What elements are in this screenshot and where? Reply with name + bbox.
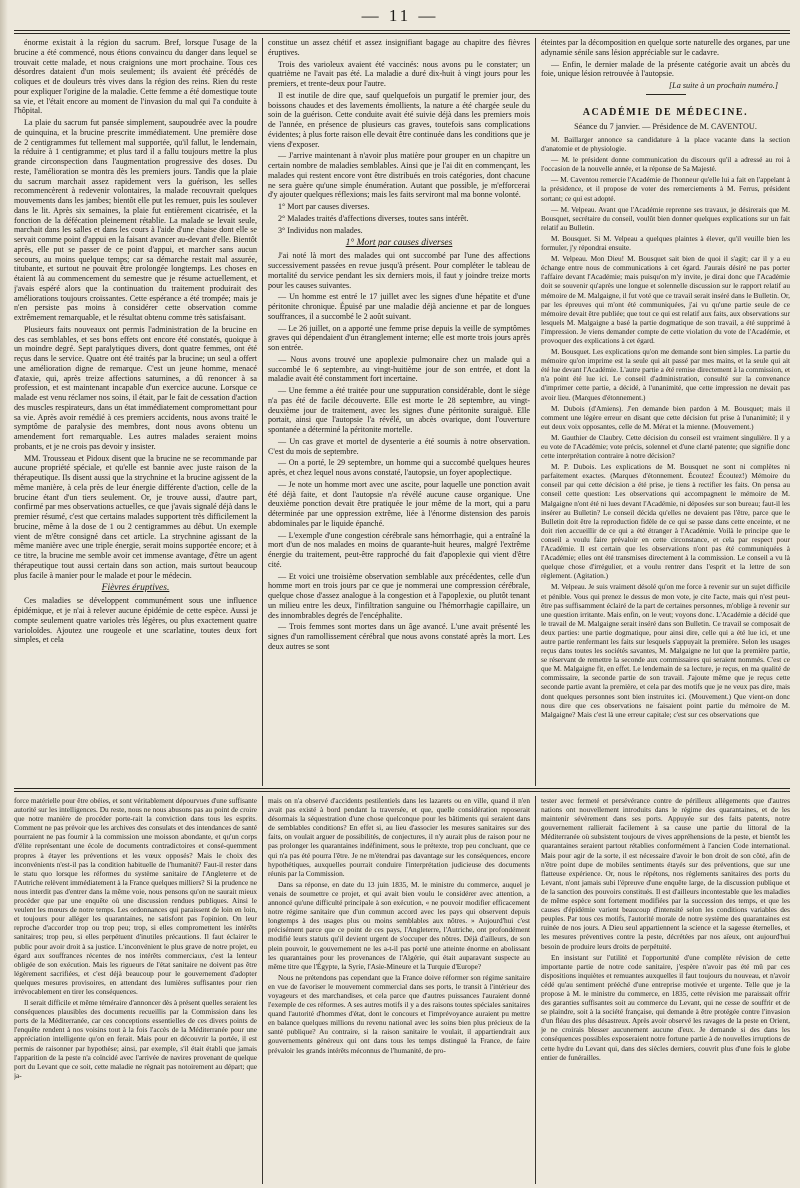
minutes-paragraph: M. Baillarger annonce sa candidature à la place vacante dans la section d'anatomie et de physiologie. xyxy=(541,135,790,154)
column-divider xyxy=(262,796,263,1184)
minutes-paragraph: — M. Caventou remercie l'Académie de l'honneur qu'elle lui a fait en l'appelant à la présidence, et il propose de voter des remerciements à M. Ferrus, président sortant; ce qui est adopté. xyxy=(541,175,790,203)
article-column-2 xyxy=(268,38,530,786)
minutes-paragraph: M. Velpeau. Mon Dieu! M. Bousquet sait bien de quoi il s'agit; car il y a eu échange entre nous de communications à cet égard. J'aurais désiré ne pas porter l'affaire devant l'Académie; mais puisqu'on m'y invite, je dirai donc que l'Académie doit se souvenir qu'après une longue et solennelle discussion sur le rapport relatif au mémoire de M. Malgaigne, il fut voté que ce travail serait inséré dans le Bulletin. Or, par les épreuves qui m'ont été communiquées, j'ai vu qu'une partie seule de ce mémoire devait être publiée; que tout ce qui est relatif aux faits, aux observations sur lesquels M. Malgaigne a basé la partie dogmatique de son travail, a été supprimé à l'impression. Je viens demander compte de cette violation du vote de l'Académie, et provoquer des explications à cet égard. xyxy=(541,254,790,345)
paragraph: — Un homme est entré le 17 juillet avec les signes d'une hépatite et d'une péritonite chronique. Épuisé par une maladie déjà ancienne et par de longues souffrances, il a succombé le 2 août suivant. xyxy=(268,292,530,321)
paragraph: — Et voici une troisième observation semblable aux précédentes, celle d'un homme mort en trois jours par ce que je nommerai une compression cérébrale, quelque chose d'assez analogue à la congestion et à l'apoplexie, ou plutôt tenant un milieu entre les deux, l'infiltration sanguine ou l'hémorrhagie capillaire, un des innombrables degrés de l'encéphalite. xyxy=(268,571,530,620)
paragraph: En insistant sur l'utilité et l'opportunité d'une complète révision de cette importante partie de notre code sanitaire, j'espère n'avoir pas été mû par ces dispositions inquiètes et remuantes auxquelles il faut toujours du nouveau, et n'avoir cédé qu'au sentiment prééché d'une entreprise motivée et urgente. Telle que je la propose à M. le ministre du commerce, en 1835, cette révision me paraissait offrir des garanties suffisantes soit au commerce du Levant, qui ne cesse de souffrir et de se plaindre, soit à la société française, qui demande à être protégée contre l'invasion d'un fléau des plus désastreux. Après avoir observé les ravages de la peste en Orient, je ne croirais blesser aucunement aucune d'eux. Je demande si des dans les conséquences possibles exposeraient notre fortune partie à de nouvelles irruptions de cette hydre du Levant qui, dans des siècles derniers, couvrit plus d'une fois le globe entier de funérailles. xyxy=(541,952,790,1062)
minutes-paragraph: M. P. Dubois. Les explications de M. Bousquet ne sont ni complètes ni parfaitement exactes. (Marques d'étonnement. Écoutez! Écoutez!) Mémoire du conseil par qui cette décision a été prise, je tiens à rectifier les faits. On pensa au conseil cette question: Les observations qui accompagnent le mémoire de M. Malgaigne n'ont été ni lues devant l'Académie, ni déposées sur son bureau; faut-il les insérer au Bulletin? Le conseil décida qu'elles ne devaient pas l'être, parce que le Bulletin doit être la reproduction fidèle de ce qui se passe dans cette enceinte, et ne doit rien accueillir de ce qui a été étranger à l'Académie. Voilà le principe que le conseil a voulu faire prévaloir en cette circonstance, et cela par respect pour l'Académie. Il est certain que les observations n'ont pas été communiquées à l'Académie; elles ont été transmises directement à la commission. Le conseil a vu là quelque chose d'irrégulier, et a voulu rentrer dans l'esprit et la lettre de son règlement. (Agitation.) xyxy=(541,462,790,581)
minutes-paragraph: M. Gauthier de Claubry. Cette décision du conseil est vraiment singulière. Il y a eu vote de l'Académie; vote précis, solennel et d'une clarté patente; que signifie donc cette interprétation contraire à notre décision? xyxy=(541,432,790,461)
list-item: 1° Mort par causes diverses. xyxy=(278,202,370,211)
article-column-3 xyxy=(541,38,790,786)
section-title: ACADÉMIE DE MÉDECINE. xyxy=(582,107,749,118)
paragraph: Il est inutile de dire que, sauf quelquefois un purgatif le premier jour, des boissons chaudes et des lavements émollients, la nature a été chargée seule du soin de la guérison. Cette conduite avait été suivie déjà dans les premiers mois de l'année, en présence de plusieurs cas graves, toutefois sans complications évidentes; à plus forte raison elle devait être continuée dans les conditions que je viens d'exposer. xyxy=(268,90,530,149)
paragraph: — Enfin, le dernier malade de la présente catégorie avait un abcès du foie, unique lésion retrouvée à l'autopsie. xyxy=(541,59,790,79)
paragraph: J'ai noté là mort des malades qui ont succombé par l'une des affections successivement passées en revue jusqu'à présent. Pour compléter le tableau de mortalité du service pendant les six derniers mois, il faut y joindre treize morts pour les causes suivantes. xyxy=(268,251,530,290)
paragraph: éteintes par la décomposition en quelque sorte naturelle des organes, par une adynamie sénile sans lésion appréciable sur le cadavre. xyxy=(541,38,790,57)
column-divider xyxy=(535,38,536,786)
section-divider-2 xyxy=(14,791,790,792)
paragraph: — Trois femmes sont mortes dans un âge avancé. L'une avait présenté les signes d'un ramollissement cérébral que nous avons constaté après la mort. Les deux autres se sont xyxy=(268,622,530,651)
column-divider xyxy=(262,38,263,786)
session-line: Séance du 7 janvier. — Présidence de M. CAVENTOU. xyxy=(574,122,757,131)
header-rule-2 xyxy=(14,33,790,34)
paragraph: Plusieurs faits nouveaux ont permis l'administration de la brucine en des cas semblables, et ses bons effets ont encore été constatés, quoique à un moindre degré. Sept paralytiques divers, dont quatre femmes, ont été reçus dans le service. Quatre ont été traités par la brucine; un seul a offert une amélioration digne de remarque. C'est un jeune homme, menacé d'ataxie, qui, après treize affections saturnines, a dû renoncer à sa profession, et est maintenant incapable d'un exercice aucune. Lorsque ce malade est venu réclamer nos soins, il était, par le fait de cessation d'action des muscles respirateurs, dans un état immédiatement compromettant pour sa vie. Après avoir remédié à ces premiers accidents, nous avons traité le symptôme de paralysie des membres, dont nous avons obtenu un amendement fort remarquable. Les autres malades seraient moins probants, et je ne crois pas devoir y insister. xyxy=(14,324,257,451)
paragraph: mais on n'a observé d'accidents pestilentiels dans les lazarets ou en ville, quand il n'en avait pas existé à bord pendant la traversée, et que, quelle considération reposerait désormais la séquestration d'une chose quelconque pour les bâtiments qui seraient dans de semblables conditions? En effet si, au lieu d'associer les mesures sanitaires sur des faits, on voulait arguer de possibilités, de conjectures, il n'y aurait plus de raison pour ne pas prolonger les quarantaines indéfiniment, sous le prétexte, trop peu concluant, que ce qui n'a pas été pourra l'être. Je ne m'étendrai pas davantage sur les conséquences, encore hypothétiques, auxquelles pourrait conduire l'interprétation judicieuse des documents réunis par la Commission. xyxy=(268,796,530,878)
paragraph: — Je note un homme mort avec une ascite, pour laquelle une ponction avait été déjà faite, et dont l'autopsie n'a révélé aucune cause organique. Une deuxième ponction devait être pratiquée le jour même de la mort, qui a paru déterminée par une oppression extrême, liée à l'énorme distension des parois abdominales par le liquide épanché. xyxy=(268,479,530,528)
paragraph: — Une femme a été traitée pour une suppuration considérable, dont le siège n'a pas été de facile découverte. Elle est morte le 28 septembre, au vingt-deuxième jour de traitement, avec les signes d'une péritonite suraiguë. Elle portait, ainsi que l'autopsie l'a révélé, un abcès ovarique, dont l'ouverture spontanée a déterminé la péritonite mortelle. xyxy=(268,386,530,434)
minutes-paragraph: M. Bousquet. Les explications qu'on me demande sont bien simples. La partie du mémoire qu'on imprime est la seule qui ait passé par mes mains, et la seule qui ait été lue devant l'Académie. L'autre partie a été remise directement à la commission, et n'a point été lue ici. Le conseil d'administration, consulté sur la convenance d'imprimer cette partie, a décidé, à l'unanimité, que cette impression ne devait pas avoir lieu. (Marques d'étonnement.) xyxy=(541,347,790,402)
page-binding-shadow xyxy=(0,0,8,1188)
continuation-note: [La suite à un prochain numéro.] xyxy=(668,81,778,90)
paragraph: — J'arrive maintenant à n'avoir plus matière pour grouper en un chapitre un certain nombre de maladies semblables. Ainsi que je l'ai dit en commençant, les malades qui restent encore vont être distribués en trois catégories, dont chacune ne sera guère qu'une simple énumération. Autant que possible, je m'efforcerai d'y ajouter quelques réflexions; mais les faits serviront mal ma bonne volonté. xyxy=(268,151,530,200)
bottom-column-1 xyxy=(14,796,257,1184)
section-heading: 1° Mort par causes diverses xyxy=(345,238,453,249)
article-column-1 xyxy=(14,38,257,786)
minutes-paragraph: — M. le président donne communication du discours qu'il a adressé au roi à l'occasion de la nouvelle année, et la réponse de Sa Majesté. xyxy=(541,155,790,174)
minutes-paragraph: M. Velpeau. Je suis vraiment désolé qu'on me force à revenir sur un sujet difficile et pénible. Vous qui prenez le dessus de mon vote, je cite l'acte, mais qui n'est peut-être pas suffisamment éclairé de la part de certaines personnes, m'oblige à revenir sur une question irritante. Mais enfin, on le veut; voyons donc. L'Académie a décidé que le travail de M. Malgaigne serait inséré dans son Bulletin. Ce travail se composait de deux parties: une partie dogmatique, pour ainsi dire, celle qui a été lue ici, et une autre partie renfermant les faits sur lesquels s'appuyait la première. Selon les usages reçus dans toutes les sociétés savantes, M. Malgaigne ne lut que la première partie, se réservant de remettre la seconde aux commissaires qui seraient nommés. C'est ce que M. Malgaigne fit, en effet. Le lendemain de sa lecture, je reçus, en ma qualité de commissaire, la seconde partie de son travail. J'ajoute même que je reçus cette seconde partie avant la première, et cela par des motifs que je ne veux pas dire, mais dont quelques personnes sont bien instruites ici. (Mouvement.) Que vient-on donc nous dire que ces observations ne faisaient point partie du mémoire de M. Malgaigne? Mais c'est là une erreur capitale; c'est sur ces observations que xyxy=(541,582,790,719)
paragraph: — Un cas grave et mortel de dysenterie a été soumis à notre observation. C'est du mois de septembre. xyxy=(268,436,530,456)
paragraph: énorme existait à la région du sacrum. Bref, lorsque l'usage de la brucine a été commencé, nous étions convaincu du danger dans lequel se trouvait cette malade, et nous craignions une mort prochaine. Tous ces désordres dataient d'un mois seulement; ils avaient été précédés de coliques et de douleurs très vives dans la région des reins. Rien du reste pour expliquer l'origine de la maladie. Cette femme a été domestique toute sa vie, et l'était encore au moment de l'invasion du mal qui l'a conduite à l'hôpital. xyxy=(14,38,257,116)
minutes-paragraph: M. Dubois (d'Amiens). J'en demande bien pardon à M. Bousquet; mais il comment une légère erreur en disant que cette décision fut prise à l'unanimité; il y eut deux voix opposantes, celle de M. Mérat et la mienne. (Mouvement.) xyxy=(541,403,790,431)
paragraph: MM. Trousseau et Pidoux disent que la brucine ne se recommande par aucune propriété spéciale, et qu'elle est bannie avec juste raison de la thérapeutique. Ils disent aussi que la strychnine et la brucine agissent de la même manière, à cela près de leur énergie différente d'action, celle de la brucine étant d'un tiers seulement. Or, je trouve aussi, d'autre part, confirmé par mes observations actuelles, ce que j'avais signalé déjà dans le premier résumé, c'est que certains malades supportent très difficilement la brucine, même à la dose de 1 ou 2 centigrammes au début. Un exemple vient de m'être consigné dans cet article. La strychnine agissant de la même manière avec une triple énergie, serait moins supportée encore; et à ce titre, la brucine me semble avoir cet immense avantage, d'être un agent thérapeutique tout aussi certain dans son action, mais surtout beaucoup plus facile à manier pour le malade et pour le médecin. xyxy=(14,453,257,580)
paragraph: — L'exemple d'une congestion cérébrale sans hémorrhagie, qui a entraîné la mort d'un de nos malades en moins de quarante-huit heures, malgré l'extrême énergie du traitement, peut-être rapproché du fait d'apoplexie qui vient d'être cité. xyxy=(268,530,530,569)
paragraph: Il serait difficile et même téméraire d'annoncer dès à présent quelles seraient les conséquences plausibles des documents recueillis par la Commission dans les ports de la Méditerranée, car ces conceptions essentielles de ces divers points de l'enquête rendent à nos voisins tout à la fois l'accès de la Méditerranée pour une appréciation intelligente qu'on en ferait. Mais pour en découvrir la portée, il est permis de raisonner par hypothèse; ainsi, par exemple, s'il était établi que jamais l'apparition de la peste n'a coïncidé avec l'arrivée de navires provenant de quelque port du Levant que ce soit, cette maladie ne règnait pas notoirement au départ; que ja- xyxy=(14,998,257,1080)
page-number: — 11 — xyxy=(361,6,439,25)
header-rule xyxy=(14,30,790,31)
paragraph: tester avec fermeté et persévérance contre de périlleux allègements que d'autres nations ont nouvellement introduits dans le régime des quarantaines, et de les maintenir sévèrement dans ses ports. Appuyée sur des faits patents, notre gouvernement rallierait facilement à sa cause une partie du littoral de la Méditerranée où subsistent toujours de vives appréhensions de la peste, et bientôt les quarantaines seraient partout rétablies conformément à l'ancien Code international. Mais pour agir de la sorte, il est nécessaire d'avoir le bon droit de son côté, afin de n'être point dupe de mobiles sentiments étayés sur des préventions, que sur une flatteuse expérience. Or, nous le répétons, nos règlements sanitaires des ports du Levant, n'ont jamais subi l'épreuve d'une enquête large, de la discussion publique et de la sanction des pouvoirs constitués. Il est d'ailleurs incontestable que les maladies de même espèce sont fortement modifiées par la succession des temps, et que les causes d'épidémie varient beaucoup d'intensité selon les conditions variables des peuples. Par tous ces motifs, l'autorité morale de notre système des quarantaines est ruinée de nos jours. A Dieu seul appartiennent la science et la sagesse éternelles, et les mesures préventives contre la peste, décrétées par nos aïeux, ont aujourd'hui besoin de produire leurs droits de perpétuité. xyxy=(541,796,790,951)
minutes-paragraph: — M. Velpeau. Avant que l'Académie reprenne ses travaux, je désirerais que M. Bousquet, secrétaire du conseil, voulût bien donner quelques explications sur un fait relatif au Bulletin. xyxy=(541,204,790,232)
column-divider xyxy=(535,796,536,1184)
bottom-column-3 xyxy=(541,796,790,1184)
paragraph: — Le 26 juillet, on a apporté une femme prise depuis la veille de symptômes graves qui dépendaient d'un étranglement interne; elle est morte trois jours après son entrée. xyxy=(268,323,530,352)
paragraph: Trois des varioleux avaient été vaccinés: nous avons pu le constater; un quatrième ne l'avait pas été. La maladie a duré dix-huit à vingt jours pour les premiers, et trente-deux pour l'autre. xyxy=(268,59,530,88)
paragraph: Nous ne prétendons pas cependant que la France doive réformer son régime sanitaire en vue de favoriser le mouvement commercial dans ses ports, le transit à l'intérieur des voyageurs et des marchandises, et cela parce que d'autres puissances l'auraient donné l'exemple de ces réformes. A ses autres motifs il y a des raisons toutes spéciales sanitaires quand l'autorité d'hommes d'état, dont le concours et l'imprévoyance auraient pu mettre en balance quelques millions du revenu national avec les soins bien plus précieux de la santé publique? Au contraire, si la raison sanitaire le voulait, il appartiendrait aux gouvernements généreux qui ont dans tous les temps distingué la France, de faire prévaloir les grands intérêts méconnus de l'humanité, de pro- xyxy=(268,972,530,1055)
paragraph: La plaie du sacrum fut pansée simplement, saupoudrée avec la poudre de quinquina, et la brucine prescrite immédiatement. Une première dose de 2 centigrammes fut tellement mal supportée, qu'il fallut, le lendemain, la réduire à 1 centigramme; et plus tard il a fallu toujours mettre la plus grande circonspection dans l'augmentation progressive des doses. Du reste, l'amélioration se montra dès les premiers jours. Tandis que la plaie du sacrum marchait assez rapidement vers la guérison, les selles recommencèrent à redevenir volontaires, la malade recouvrait quelques mouvements dans les jambes; bientôt elle put les remuer, puis les soulever dans le lit. Après six semaines, la plaie fut entièrement cicatrisée, et la fonction de la défécation pleinement rétablie. La malade se levait seule, marchait dans les salles et dans les cours à l'aide d'une chaise dont elle se servait comme point d'appui en la faisant avancer au-devant d'elle. Bientôt après, elle put se passer de ce point d'appui, et marcher sans aucun secours, au moins quelque temps; car sa démarche restait mal assurée, titubante, et surtout ne pouvait être prolongée longtemps. Les choses en étaient là au commencement du semestre que je résume actuellement, et j'avais espéré alors que la continuation du traitement produirait des améliorations toujours croissantes. Cette espérance a été trompée; mais je n'en persiste pas moins à considérer cette observation comme extrêmement remarquable, et le résultat obtenu comme très satisfaisant. xyxy=(14,118,257,322)
section-divider xyxy=(14,788,790,789)
list-item: 2° Malades traités d'affections diverses, toutes sans intérêt. xyxy=(278,213,469,223)
paragraph: Dans sa réponse, en date du 13 juin 1835, M. le ministre du commerce, auquel je venais de soumettre ce projet, et qui avait bien voulu le considérer avec attention, a annoncé qu'une difficulté principale à son exécution, « ne pouvoir modifier efficacement notre régime sanitaire que d'un commun accord avec les pays qui observent depuis longtemps à des usages plus ou moins semblables aux nôtres. » Aujourd'hui c'est précisément parce que ce point de ces pays, l'Angleterre, l'Autriche, ont profondément modifié leurs statuts qu'il devient urgent de s'occuper des nôtres. Déjà d'ailleurs, de son plein pouvoir, le gouvernement ne les a-t-il pas porté une atteinte énorme en abolissant les quarantaines pour les provenances de l'Algérie, qui était auparavant suspecte au même titre que l'Égypte, la Syrie, l'Asie-Mineure et la Turquie d'Europe? xyxy=(268,879,530,971)
list-item: 3° Individus non malades. xyxy=(278,225,363,235)
minutes-paragraph: M. Bousquet. Si M. Velpeau a quelques plaintes à élever, qu'il veuille bien les formuler, j'y répondrai ensuite. xyxy=(541,233,790,253)
section-heading: Fièvres éruptives. xyxy=(101,583,170,594)
paragraph: — On a porté, le 29 septembre, un homme qui a succombé quelques heures après, et chez lequel nous avons constaté, l'autopsie, un foyer apoplectique. xyxy=(268,458,530,477)
separator-rule xyxy=(646,94,686,95)
paragraph: Ces maladies se développent communément sous une influence épidémique, et je n'ai à relever aucune épidémie de cette espèce. Aussi je compte seulement quatre varioles très légères, ou plus exactement quatre varioloïdes. Ajoutez une rougeole et une scarlatine, toutes deux fort simples, et cela xyxy=(14,596,257,645)
bottom-column-2 xyxy=(268,796,530,1184)
paragraph: — Nous avons trouvé une apoplexie pulmonaire chez un malade qui a succombé le 6 septembre, au vingt-huitième jour de son entrée, et dont la maladie avait été constamment fort incertaine. xyxy=(268,354,530,384)
paragraph: constitue un assez chétif et assez insignifiant bagage au chapitre des fièvres éruptives. xyxy=(268,38,530,57)
paragraph: force matérielle pour être obéies, et sont véritablement dépourvues d'une suffisante autorité sur les intelligences. Du reste, nous ne nous abusons pas au point de croire que notre manière de procéder porte-rait la conviction dans tous les esprits. Comment ne pas prévoir que les archives des consulats et des intendances de santé pourraient ne pas fournir à la commission une moisson abondante, et qu'un corps d'élite représentant une école de documents contradictoires et consé-quemment propres à étayer les préventions et les vœux opposés? Mais le choix des inconvénients n'est-il pas la condition habituelle de l'humanité? Faut-il rester dans le statu quo lorsque les réformes du système sanitaire de l'Angleterre et de l'Autriche relèvent immédiatement à la France quelques milliers? Si la prudence ne nous interdit pas d'entrer dans la même voie, nous pensons qu'on ne saurait mieux procéder que par une enquête où une discussion rendues publiques. Ainsi le veulent les mœurs de notre temps. Les ordonnances qui paraissent de loin en loin, et toujours pour alléger les quarantaines, ne satisfont pas l'opinion. On leur reproche d'accorder trop ou trop peu; trop, si elles compromettent les intérêts sanitaires; trop peu, si elles perpétuent d'inutiles précautions. Il faut éclairer le public pour avoir droit à sa justice. L'inconvénient le plus grave de notre projet, eu égard aux souffrances récentes de nos intérêts commerciaux, c'est la lenteur obligée de son exécution. Mais les rigueurs de l'état sanitaire ne doivent pas être légèrement sacrifiées, et c'est déjà beaucoup pour le gouvernement d'adopter quelques mesures provisoires, en attendant des lumières suffisantes pour rien irrévocablement en tirer les conséquences. xyxy=(14,796,257,996)
